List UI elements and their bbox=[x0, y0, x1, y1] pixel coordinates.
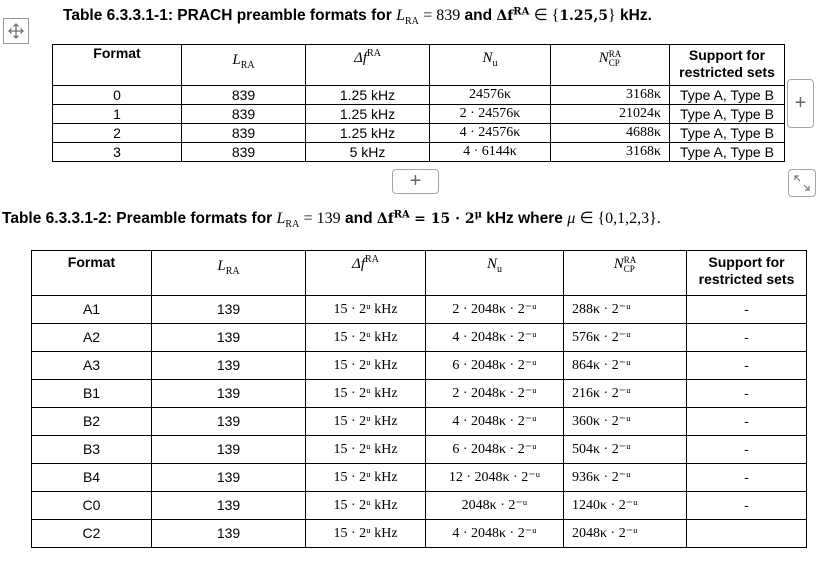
cell-Ncp: 216κ · 2⁻ᵘ bbox=[564, 380, 687, 408]
header-N-cp-ra: NRA CP bbox=[551, 45, 670, 86]
table-row bbox=[53, 105, 785, 124]
cell-support: Type A, Type B bbox=[670, 124, 785, 143]
table-row bbox=[32, 352, 807, 380]
cell-Ncp: 2048κ · 2⁻ᵘ bbox=[564, 520, 687, 548]
cell-L: 139 bbox=[152, 296, 306, 324]
cell-Nu: 12 · 2048κ · 2⁻ᵘ bbox=[426, 464, 564, 492]
cell-df: 15 · 2ᵘ kHz bbox=[306, 492, 426, 520]
resize-diagonal-icon bbox=[789, 170, 815, 196]
table-row bbox=[32, 436, 807, 464]
table-resize-handle[interactable] bbox=[788, 169, 816, 197]
cell-Nu: 2 · 2048κ · 2⁻ᵘ bbox=[426, 296, 564, 324]
cell-format: B4 bbox=[32, 464, 152, 492]
cell-Ncp: 576κ · 2⁻ᵘ bbox=[564, 324, 687, 352]
table1-caption bbox=[63, 5, 652, 27]
header-L-ra: $L_{RA}$ bbox=[152, 251, 306, 296]
cell-Nu: 24576κ bbox=[430, 86, 551, 105]
table-move-handle[interactable] bbox=[3, 18, 29, 44]
add-column-button[interactable] bbox=[787, 79, 814, 128]
header-N-u: $N_u$ bbox=[426, 251, 564, 296]
cell-df: 1.25 kHz bbox=[306, 86, 430, 105]
header-L-ra: $L_{RA}$ bbox=[182, 45, 306, 86]
table1-caption-text: Table 6.3.3.1-1: PRACH preamble formats for bbox=[63, 7, 392, 24]
cell-df: 1.25 kHz bbox=[306, 124, 430, 143]
cell-format: C2 bbox=[32, 520, 152, 548]
caption-set-close: } bbox=[608, 7, 616, 24]
caption-mu: μ bbox=[567, 210, 576, 227]
cell-support: - bbox=[687, 296, 807, 324]
cell-format: 3 bbox=[53, 143, 182, 162]
cell-df: 5 kHz bbox=[306, 143, 430, 162]
cell-support: - bbox=[687, 352, 807, 380]
plus-icon: + bbox=[794, 92, 807, 114]
cell-format: A1 bbox=[32, 296, 152, 324]
table-row bbox=[32, 464, 807, 492]
cell-L: 839 bbox=[182, 143, 306, 162]
table-row bbox=[53, 86, 785, 105]
prach-formats-table bbox=[52, 44, 785, 162]
cell-Ncp: 4688κ bbox=[551, 124, 670, 143]
cell-format: 1 bbox=[53, 105, 182, 124]
cell-Nu: 4 · 24576κ bbox=[430, 124, 551, 143]
cell-Ncp: 3168κ bbox=[551, 143, 670, 162]
cell-df: 15 · 2ᵘ kHz bbox=[306, 436, 426, 464]
cell-L: 139 bbox=[152, 380, 306, 408]
caption-set-open: ∈ { bbox=[533, 7, 560, 24]
cell-format: B3 bbox=[32, 436, 152, 464]
cell-format: B1 bbox=[32, 380, 152, 408]
table2-caption bbox=[2, 208, 661, 230]
cell-Nu: 6 · 2048κ · 2⁻ᵘ bbox=[426, 352, 564, 380]
table2-caption-text: Table 6.3.3.1-2: Preamble formats for bbox=[2, 210, 273, 227]
cell-format: B2 bbox=[32, 408, 152, 436]
plus-icon: + bbox=[409, 170, 422, 192]
table-row bbox=[32, 492, 807, 520]
preamble-formats-table bbox=[31, 250, 807, 548]
cell-Ncp: 3168κ bbox=[551, 86, 670, 105]
header-N-cp-ra: NRA CP bbox=[564, 251, 687, 296]
cell-Ncp: 936κ · 2⁻ᵘ bbox=[564, 464, 687, 492]
cell-Ncp: 288κ · 2⁻ᵘ bbox=[564, 296, 687, 324]
cell-format: A2 bbox=[32, 324, 152, 352]
caption-mu-set: ∈ {0,1,2,3}. bbox=[579, 210, 661, 227]
cell-Ncp: 504κ · 2⁻ᵘ bbox=[564, 436, 687, 464]
cell-df: 15 · 2ᵘ kHz bbox=[306, 380, 426, 408]
cell-support: Type A, Type B bbox=[670, 86, 785, 105]
caption-set-values: 1.25,5 bbox=[559, 8, 609, 24]
cell-df: 15 · 2ᵘ kHz bbox=[306, 464, 426, 492]
header-format: Format bbox=[32, 251, 152, 296]
cell-support: - bbox=[687, 436, 807, 464]
cell-L: 139 bbox=[152, 520, 306, 548]
cell-Ncp: 360κ · 2⁻ᵘ bbox=[564, 408, 687, 436]
table-row bbox=[32, 324, 807, 352]
cell-support: - bbox=[687, 324, 807, 352]
table-header-row bbox=[32, 251, 807, 296]
cell-format: A3 bbox=[32, 352, 152, 380]
cell-support: - bbox=[687, 492, 807, 520]
cell-L: 139 bbox=[152, 408, 306, 436]
move-arrows-icon bbox=[7, 22, 25, 40]
table-row bbox=[32, 380, 807, 408]
cell-Nu: 4 · 6144κ bbox=[430, 143, 551, 162]
cell-support bbox=[687, 520, 807, 548]
cell-L: 839 bbox=[182, 86, 306, 105]
table-row bbox=[32, 520, 807, 548]
table-header-row bbox=[53, 45, 785, 86]
cell-L: 139 bbox=[152, 436, 306, 464]
cell-support: - bbox=[687, 380, 807, 408]
caption-unit: kHz where bbox=[486, 210, 563, 227]
cell-df: 15 · 2ᵘ kHz bbox=[306, 324, 426, 352]
table-row bbox=[32, 408, 807, 436]
cell-df: 15 · 2ᵘ kHz bbox=[306, 352, 426, 380]
cell-format: 2 bbox=[53, 124, 182, 143]
caption-eq: = $15 \cdot 2^\mu$ bbox=[414, 209, 482, 227]
cell-Nu: 4 · 2048κ · 2⁻ᵘ bbox=[426, 324, 564, 352]
caption-and: and bbox=[344, 210, 373, 227]
caption-and: and bbox=[464, 7, 493, 24]
cell-L: 139 bbox=[152, 324, 306, 352]
cell-Nu: 4 · 2048κ · 2⁻ᵘ bbox=[426, 408, 564, 436]
header-format: Format bbox=[53, 45, 182, 86]
cell-Nu: 2 · 2048κ · 2⁻ᵘ bbox=[426, 380, 564, 408]
cell-L: 839 bbox=[182, 105, 306, 124]
cell-support: Type A, Type B bbox=[670, 143, 785, 162]
add-row-button[interactable] bbox=[392, 169, 439, 194]
cell-df: 15 · 2ᵘ kHz bbox=[306, 296, 426, 324]
cell-Ncp: 864κ · 2⁻ᵘ bbox=[564, 352, 687, 380]
caption-df: $\Delta f^{RA}$ bbox=[376, 209, 410, 227]
cell-df: 1.25 kHz bbox=[306, 105, 430, 124]
cell-support: - bbox=[687, 464, 807, 492]
cell-L: 139 bbox=[152, 464, 306, 492]
header-support: Support for restricted sets bbox=[670, 45, 785, 86]
cell-Nu: 4 · 2048κ · 2⁻ᵘ bbox=[426, 520, 564, 548]
caption-unit: kHz. bbox=[620, 7, 652, 24]
caption-L-value: = 839 bbox=[423, 7, 461, 24]
header-delta-f-ra: $\Delta f^{RA}$ bbox=[306, 45, 430, 86]
cell-Ncp: 1240κ · 2⁻ᵘ bbox=[564, 492, 687, 520]
table-row bbox=[32, 296, 807, 324]
cell-Ncp: 21024κ bbox=[551, 105, 670, 124]
header-N-u: $N_u$ bbox=[430, 45, 551, 86]
cell-L: 139 bbox=[152, 492, 306, 520]
header-support: Support for restricted sets bbox=[687, 251, 807, 296]
cell-format: C0 bbox=[32, 492, 152, 520]
cell-Nu: 2048κ · 2⁻ᵘ bbox=[426, 492, 564, 520]
table-row bbox=[53, 124, 785, 143]
caption-L-value: = 139 bbox=[303, 210, 341, 227]
cell-support: - bbox=[687, 408, 807, 436]
cell-Nu: 2 · 24576κ bbox=[430, 105, 551, 124]
cell-L: 839 bbox=[182, 124, 306, 143]
cell-Nu: 6 · 2048κ · 2⁻ᵘ bbox=[426, 436, 564, 464]
caption-L-symbol: $L_{RA}$ bbox=[396, 7, 419, 28]
cell-df: 15 · 2ᵘ kHz bbox=[306, 408, 426, 436]
cell-L: 139 bbox=[152, 352, 306, 380]
caption-L-symbol: $L_{RA}$ bbox=[276, 210, 300, 231]
caption-df: $\Delta f^{RA}$ bbox=[496, 6, 530, 24]
cell-df: 15 · 2ᵘ kHz bbox=[306, 520, 426, 548]
cell-format: 0 bbox=[53, 86, 182, 105]
header-delta-f-ra: $\Delta f^{RA}$ bbox=[306, 251, 426, 296]
cell-support: Type A, Type B bbox=[670, 105, 785, 124]
table-row bbox=[53, 143, 785, 162]
